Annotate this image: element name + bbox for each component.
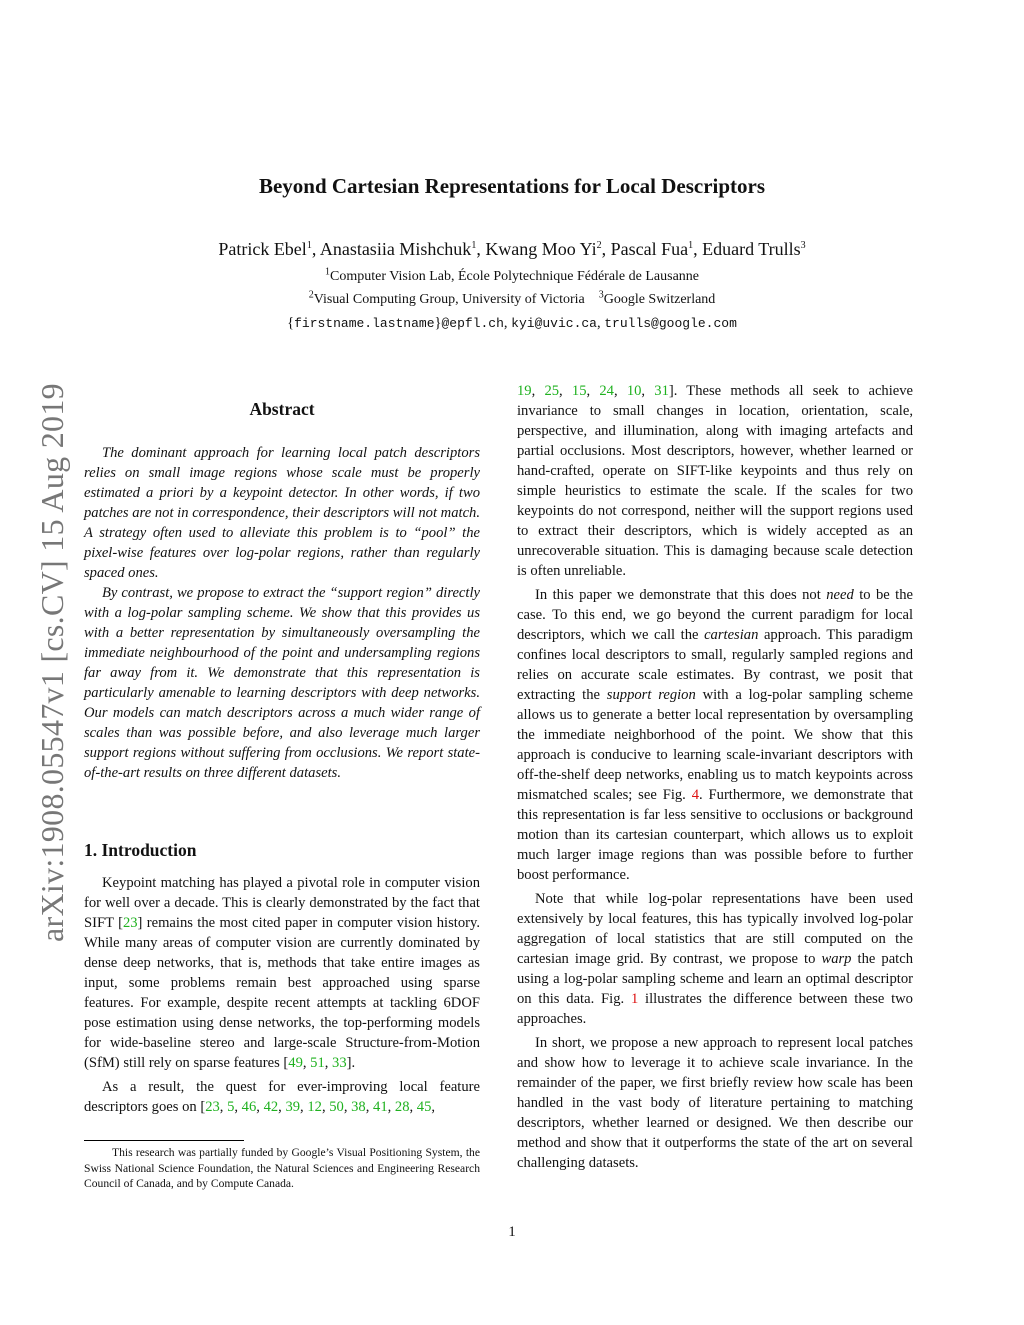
affiliation-mark: 2 xyxy=(308,289,314,301)
citation-link[interactable]: 5 xyxy=(227,1099,235,1115)
section-heading-introduction: 1. Introduction xyxy=(84,840,197,860)
citation-link[interactable]: 51 xyxy=(310,1055,325,1071)
email-uvic: kyi@uvic.ca xyxy=(511,316,597,331)
citation-link[interactable]: 41 xyxy=(373,1099,388,1115)
citation-link[interactable]: 45 xyxy=(416,1099,432,1115)
author-affiliation-mark: 3 xyxy=(800,240,806,251)
author-name: Anastasiia Mishchuk xyxy=(319,239,472,259)
author-emails: {firstname.lastname}@epfl.ch, kyi@uvic.ca, trulls@google.com xyxy=(287,315,737,331)
email-epfl-domain: @epfl.ch xyxy=(441,316,504,331)
citation-link[interactable]: 12 xyxy=(307,1099,322,1115)
citation-link[interactable]: 39 xyxy=(285,1099,301,1115)
citation-link[interactable]: 19 xyxy=(517,383,532,399)
body-paragraph: 19, 25, 15, 24, 10, 31]. These methods all seek to achieve invariance to small changes in location, orientation, scale, perspective, and illumination, along with imaging artefacts and partial occlusions. Most descriptors, however, whether learned or hand-crafted, operate on SIFT-like keypoints and thus rely on simple heuristics to estimate the scale. If the scales for two keypoints do not correspond, neither will the support regions used to extract their descriptors, which is widely accepted as an unrecoverable situation. This is damaging because scale detection is often unreliable. xyxy=(517,383,914,579)
abstract-heading: Abstract xyxy=(249,399,315,419)
citation-link[interactable]: 23 xyxy=(122,915,138,931)
affiliation-text: Google Switzerland xyxy=(603,292,716,307)
citation-link[interactable]: 24 xyxy=(599,383,614,399)
intro-paragraph: Keypoint matching has played a pivotal role in computer vision for well over a decade. This is clearly demonstrated by the fact that SIFT [23] remains the most cited paper in computer vision history. While many areas of computer vision are currently dominated by dense deep networks, that is, methods that take entire images as input, some problems remain best approached using sparse features. For example, despite recent attempts at tackling 6DOF pose estimation using dense networks, the top-performing models for wide-baseline stereo and large-scale Structure-from-Motion (SfM) still rely on sparse features [49, 51, 33]. xyxy=(84,875,480,1071)
body-paragraph: In this paper we demonstrate that this does not need to be the case. To this end, we go beyond the current paradigm for local descriptors, which we call the cartesian approach. This paradigm confines local descriptors to small, regularly sampled regions and relies on accurate scale estimates. By contrast, we posit that extracting the support region with a log-polar sampling scheme allows us to generate a better local representation by oversampling the immediate neighborhood of the point. We show that this approach is conducive to learning scale-invariant descriptors with off-the-shelf deep networks, enabling us to match keypoints across mismatched scales; see Fig. 4. Furthermore, we demonstrate that this representation is far less sensitive to occlusions or background motion than its cartesian counterpart, which allows us to exploit much larger image regions than was possible before to further boost performance. xyxy=(517,587,913,883)
page-number: 1 xyxy=(508,1224,516,1240)
citation-link[interactable]: 15 xyxy=(571,383,587,399)
citation-link[interactable]: 42 xyxy=(263,1099,279,1115)
citation-link[interactable]: 31 xyxy=(654,383,669,399)
body-paragraph: In short, we propose a new approach to represent local patches and show how to leverage it to achieve scale invariance. In the remainder of the paper, we first briefly review how scale has been handled in the vast body of literature pertaining to matching descriptors, whether learned or designed. We then describe our method and show that it outperforms the state of the art on several challenging datasets. xyxy=(517,1035,913,1171)
citation-link[interactable]: 25 xyxy=(544,383,560,399)
funding-footnote: This research was partially funded by Google’s Visual Positioning System, the Swiss National Science Foundation, the Natural Sciences and Engineering Research Council of Canada, and by Compute Canada. xyxy=(84,1146,480,1190)
citation-link[interactable]: 49 xyxy=(288,1055,303,1071)
intro-paragraph: As a result, the quest for ever-improving local feature descriptors goes on [23, 5, 46, 42, 39, 12, 50, 38, 41, 28, 45, xyxy=(84,1079,480,1115)
email-google: trulls@google.com xyxy=(604,316,737,331)
figure-reference-link[interactable]: 1 xyxy=(630,991,639,1007)
body-paragraph: Note that while log-polar representations have been used extensively by local features, this has typically involved log-polar aggregation of local statistics that are still computed on the cartesian image grid. By contrast, we propose to warp the patch using a log-polar sampling scheme and learn an optimal descriptor on this data. Fig. 1 illustrates the difference between these two approaches. xyxy=(517,891,914,1027)
author-list: Patrick Ebel$^1$, Anastasiia Mishchuk$^1$, Kwang Moo Yi$^2$, Pascal Fua$^1$, Eduard Trulls$^3$ xyxy=(218,239,806,259)
abstract-paragraph: The dominant approach for learning local patch descriptors relies on small image regions whose scale must be properly estimated a priori by a keypoint detector. In other words, if two patches are not in correspondence, their descriptors will not match. A strategy often used to alleviate this problem is to “pool” the pixel-wise features over log-polar regions, rather than regularly spaced ones. xyxy=(84,445,480,581)
author-name: Pascal Fua xyxy=(610,239,689,259)
citation-link[interactable]: 33 xyxy=(332,1055,347,1071)
affiliation-mark: 1 xyxy=(324,266,330,278)
author-affiliation-mark: 2 xyxy=(596,240,602,251)
abstract-body xyxy=(84,443,480,783)
email-epfl-user: firstname.lastname xyxy=(294,316,435,331)
footnote-rule xyxy=(84,1140,244,1141)
affiliation-text: Computer Vision Lab, École Polytechnique Fédérale de Lausanne xyxy=(329,269,700,284)
author-name: Eduard Trulls xyxy=(702,239,801,259)
author-affiliation-mark: 1 xyxy=(688,240,694,251)
right-column-body xyxy=(517,381,913,1177)
citation-link[interactable]: 28 xyxy=(394,1099,410,1115)
author-affiliation-mark: 1 xyxy=(471,240,477,251)
introduction-body xyxy=(84,873,480,1117)
citation-link[interactable]: 10 xyxy=(626,383,642,399)
citation-link[interactable]: 50 xyxy=(329,1099,344,1115)
citation-link[interactable]: 38 xyxy=(351,1099,366,1115)
citation-link[interactable]: 23 xyxy=(205,1099,220,1115)
author-name: Patrick Ebel xyxy=(218,239,307,259)
affiliation-line-2 xyxy=(0,289,1024,308)
author-affiliation-mark: 1 xyxy=(306,240,312,251)
citation-link[interactable]: 46 xyxy=(241,1099,257,1115)
affiliation-text: Visual Computing Group, University of Victoria xyxy=(313,292,585,307)
abstract-paragraph: By contrast, we propose to extract the “support region” directly with a log-polar sampling scheme. We show that this provides us with a better representation by simultaneously oversampling the immediate neighbourhood of the point and undersampling regions far away from it. We demonstrate that this representation is particularly amenable to learning descriptors with deep networks. Our models can match descriptors across a much wider range of scales than was possible before, and also leverage much larger support regions without suffering from occlusions. We report state-of-the-art results on three different datasets. xyxy=(84,585,480,781)
figure-reference-link[interactable]: 4 xyxy=(691,787,699,803)
affiliation-mark: 3 xyxy=(598,289,604,301)
paper-title: Beyond Cartesian Representations for Local Descriptors xyxy=(258,174,766,198)
arxiv-stamp: arXiv:1908.05547v1 [cs.CV] 15 Aug 2019 xyxy=(34,383,70,942)
author-name: Kwang Moo Yi xyxy=(485,239,597,259)
affiliation-line-1 xyxy=(0,266,1024,285)
